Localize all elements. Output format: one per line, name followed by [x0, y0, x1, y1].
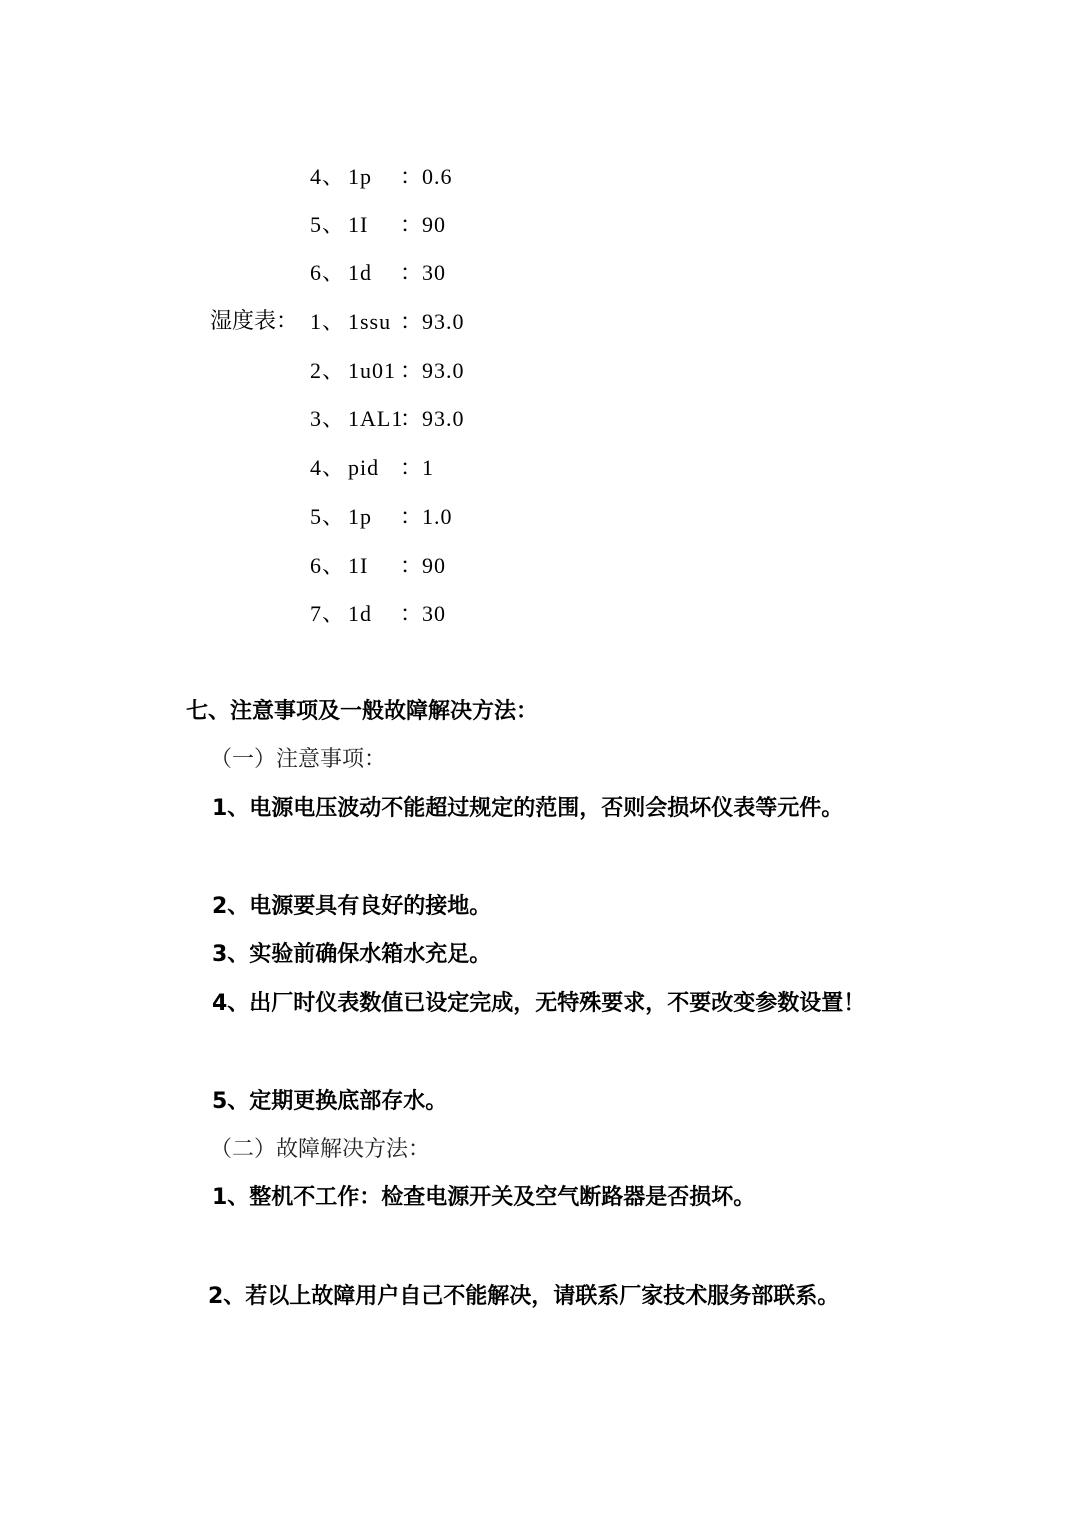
list-item: 3、实验前确保水箱水充足。 [212, 942, 492, 967]
param-number: 4、 [310, 164, 346, 189]
param-row [310, 210, 446, 240]
param-number: 5、 [310, 212, 346, 237]
param-number: 2、 [310, 358, 346, 383]
param-colon: ： [400, 455, 424, 480]
param-value: 30 [422, 601, 446, 626]
section-heading: 七、注意事项及一般故障解决方法： [186, 699, 539, 724]
param-key: 1d [348, 260, 372, 285]
param-value: 90 [422, 212, 446, 237]
param-number: 7、 [310, 601, 346, 626]
param-colon: ： [400, 406, 424, 431]
param-value: 30 [422, 260, 446, 285]
param-key: 1u01 [348, 358, 396, 383]
subsection-title-troubleshooting: （二）故障解决方法： [210, 1137, 431, 1162]
list-item: 4、出厂时仪表数值已设定完成，无特殊要求，不要改变参数设置！ [212, 991, 866, 1016]
param-colon: ： [400, 358, 424, 383]
param-key: 1AL1 [348, 406, 404, 431]
param-row [310, 307, 465, 337]
humidity-label: 湿度表： [210, 309, 299, 334]
param-colon: ： [400, 601, 424, 626]
param-value: 93.0 [422, 309, 465, 334]
param-row [310, 502, 453, 532]
param-key: 1p [348, 504, 372, 529]
param-key: 1d [348, 601, 372, 626]
list-item: 1、整机不工作：检查电源开关及空气断路器是否损坏。 [212, 1185, 756, 1210]
param-colon: ： [400, 164, 424, 189]
param-value: 93.0 [422, 406, 465, 431]
param-colon: ： [400, 553, 424, 578]
param-colon: ： [400, 260, 424, 285]
param-row [310, 356, 465, 386]
param-row [310, 258, 446, 288]
param-key: 1I [348, 212, 369, 237]
param-number: 4、 [310, 455, 346, 480]
param-number: 3、 [310, 406, 346, 431]
param-colon: ： [400, 309, 424, 334]
param-value: 0.6 [422, 164, 453, 189]
param-number: 6、 [310, 553, 346, 578]
param-key: 1I [348, 553, 369, 578]
list-item: 2、电源要具有良好的接地。 [212, 894, 492, 919]
param-value: 90 [422, 553, 446, 578]
param-value: 1 [422, 455, 434, 480]
list-item: 5、定期更换底部存水。 [212, 1089, 448, 1114]
param-key: pid [348, 455, 380, 480]
param-row [310, 599, 446, 629]
list-item: 1、电源电压波动不能超过规定的范围，否则会损坏仪表等元件。 [212, 796, 844, 821]
param-row [310, 404, 465, 434]
param-number: 1、 [310, 309, 346, 334]
subsection-title-precautions: （一）注意事项： [210, 747, 387, 772]
param-key: 1ssu [348, 309, 392, 334]
param-number: 6、 [310, 260, 346, 285]
param-colon: ： [400, 212, 424, 237]
param-value: 1.0 [422, 504, 453, 529]
param-number: 5、 [310, 504, 346, 529]
param-colon: ： [400, 504, 424, 529]
param-row [310, 162, 453, 192]
param-row [310, 453, 434, 483]
list-item: 2、若以上故障用户自己不能解决，请联系厂家技术服务部联系。 [208, 1284, 840, 1309]
param-value: 93.0 [422, 358, 465, 383]
param-row [310, 551, 446, 581]
param-key: 1p [348, 164, 372, 189]
